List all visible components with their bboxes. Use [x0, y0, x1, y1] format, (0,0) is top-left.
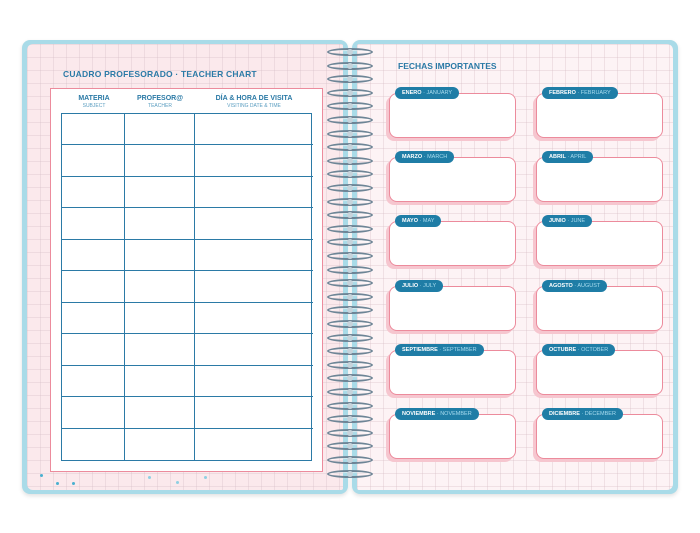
decorative-dot: [56, 482, 59, 485]
month-tag: [542, 87, 618, 99]
spiral-ring: [327, 456, 373, 464]
month-separator: ·: [421, 90, 427, 96]
table-cell[interactable]: [62, 208, 125, 239]
month-separator: ·: [575, 90, 581, 96]
table-cell[interactable]: [195, 240, 313, 271]
month-label-es: MARZO: [402, 154, 423, 160]
month-box-november[interactable]: [389, 411, 516, 459]
month-separator: ·: [565, 154, 571, 160]
spiral-ring: [327, 415, 373, 423]
month-label-es: DICIEMBRE: [549, 411, 580, 417]
table-cell[interactable]: [125, 429, 195, 460]
month-label-en: MAY: [422, 218, 435, 224]
spiral-ring: [327, 306, 373, 314]
decorative-dot: [204, 476, 207, 479]
column-header-main: PROFESOR@: [136, 95, 184, 102]
month-tag: [395, 344, 484, 356]
table-cell[interactable]: [195, 334, 313, 365]
spiral-ring: [327, 347, 373, 355]
month-box-july[interactable]: [389, 283, 516, 331]
month-separator: ·: [576, 347, 582, 353]
spiral-ring: [327, 75, 373, 83]
month-tag: [395, 215, 441, 227]
table-cell[interactable]: [62, 397, 125, 428]
table-cell[interactable]: [195, 145, 313, 176]
month-box-january[interactable]: [389, 90, 516, 138]
important-dates-title: FECHAS IMPORTANTES: [398, 61, 497, 71]
spiral-ring: [327, 170, 373, 178]
table-cell[interactable]: [125, 303, 195, 334]
month-label-en: OCTOBER: [581, 347, 609, 353]
month-box-september[interactable]: [389, 347, 516, 395]
spiral-ring: [327, 266, 373, 274]
column-header-subject: [66, 95, 122, 109]
month-label-es: SEPTIEMBRE: [402, 347, 438, 353]
month-label-en: SEPTEMBER: [442, 347, 477, 353]
table-cell[interactable]: [125, 366, 195, 397]
table-cell[interactable]: [125, 271, 195, 302]
table-cell[interactable]: [195, 208, 313, 239]
table-cell[interactable]: [195, 114, 313, 145]
spiral-ring: [327, 143, 373, 151]
table-cell[interactable]: [62, 240, 125, 271]
month-separator: ·: [579, 411, 585, 417]
table-cell[interactable]: [195, 271, 313, 302]
spiral-ring: [327, 293, 373, 301]
table-cell[interactable]: [195, 429, 313, 460]
column-header-sub: VISITING DATE & TIME: [227, 103, 281, 109]
month-separator: ·: [437, 347, 443, 353]
spiral-ring: [327, 211, 373, 219]
month-label-es: AGOSTO: [549, 283, 573, 289]
table-cell[interactable]: [195, 397, 313, 428]
month-box-august[interactable]: [536, 283, 663, 331]
month-label-en: JANUARY: [426, 90, 453, 96]
month-box-october[interactable]: [536, 347, 663, 395]
spiral-binding-icon: [327, 48, 373, 488]
table-cell[interactable]: [195, 366, 313, 397]
month-tag: [395, 280, 443, 292]
spiral-ring: [327, 89, 373, 97]
spiral-ring: [327, 388, 373, 396]
column-header-teacher: [127, 95, 193, 109]
decorative-dot: [40, 474, 43, 477]
table-cell[interactable]: [195, 303, 313, 334]
spiral-ring: [327, 102, 373, 110]
table-cell[interactable]: [125, 397, 195, 428]
column-header-sub: TEACHER: [148, 103, 172, 109]
spiral-ring: [327, 225, 373, 233]
month-separator: ·: [572, 283, 578, 289]
table-cell[interactable]: [125, 145, 195, 176]
month-label-en: APRIL: [570, 154, 587, 160]
month-label-es: ABRIL: [549, 154, 566, 160]
table-cell[interactable]: [62, 366, 125, 397]
month-box-may[interactable]: [389, 218, 516, 266]
table-cell[interactable]: [62, 145, 125, 176]
table-cell[interactable]: [62, 429, 125, 460]
month-tag: [395, 151, 454, 163]
month-separator: ·: [418, 218, 423, 224]
month-tag: [395, 408, 479, 420]
table-cell[interactable]: [125, 114, 195, 145]
spiral-ring: [327, 252, 373, 260]
table-cell[interactable]: [62, 271, 125, 302]
month-tag: [542, 344, 615, 356]
spiral-ring: [327, 198, 373, 206]
month-separator: ·: [565, 218, 571, 224]
column-header-sub: SUBJECT: [82, 103, 106, 109]
month-box-february[interactable]: [536, 90, 663, 138]
month-label-es: JUNIO: [549, 218, 566, 224]
month-separator: ·: [435, 411, 441, 417]
spiral-ring: [327, 130, 373, 138]
spiral-ring: [327, 402, 373, 410]
table-cell[interactable]: [125, 177, 195, 208]
month-tag: [542, 215, 592, 227]
month-label-en: DECEMBER: [584, 411, 616, 417]
spiral-ring: [327, 62, 373, 70]
spiral-ring: [327, 116, 373, 124]
spiral-ring: [327, 279, 373, 287]
month-box-june[interactable]: [536, 218, 663, 266]
spiral-ring: [327, 320, 373, 328]
month-tag: [542, 280, 607, 292]
table-cell[interactable]: [62, 114, 125, 145]
month-label-es: NOVIEMBRE: [402, 411, 436, 417]
month-tag: [542, 408, 623, 420]
teacher-chart-table: [61, 113, 312, 461]
month-label-en: AUGUST: [577, 283, 601, 289]
teacher-chart-title: CUADRO PROFESORADO · TEACHER CHART: [63, 69, 257, 79]
month-label-en: NOVEMBER: [440, 411, 472, 417]
spiral-ring: [327, 238, 373, 246]
column-header-visiting: [196, 95, 312, 109]
month-label-es: FEBRERO: [549, 90, 576, 96]
month-label-es: OCTUBRE: [549, 347, 577, 353]
spiral-ring: [327, 184, 373, 192]
month-box-march[interactable]: [389, 154, 516, 202]
decorative-dot: [72, 482, 75, 485]
spiral-ring: [327, 374, 373, 382]
month-tag: [542, 151, 593, 163]
month-label-es: JULIO: [402, 283, 419, 289]
column-header-main: DÍA & HORA DE VISITA: [215, 95, 293, 102]
table-cell[interactable]: [195, 177, 313, 208]
table-cell[interactable]: [125, 208, 195, 239]
table-cell[interactable]: [125, 240, 195, 271]
month-label-en: MARCH: [427, 154, 448, 160]
spiral-ring: [327, 442, 373, 450]
spiral-ring: [327, 361, 373, 369]
month-label-en: JULY: [423, 283, 437, 289]
spiral-ring: [327, 470, 373, 478]
decorative-dot: [176, 481, 179, 484]
spiral-ring: [327, 429, 373, 437]
table-cell[interactable]: [62, 177, 125, 208]
month-label-es: MAYO: [402, 218, 418, 224]
month-box-april[interactable]: [536, 154, 663, 202]
month-label-es: ENERO: [402, 90, 422, 96]
month-tag: [395, 87, 459, 99]
table-cell[interactable]: [62, 334, 125, 365]
spiral-ring: [327, 48, 373, 56]
month-label-en: FEBRUARY: [580, 90, 611, 96]
spiral-ring: [327, 157, 373, 165]
month-label-en: JUNE: [570, 218, 586, 224]
month-box-december[interactable]: [536, 411, 663, 459]
decorative-dot: [148, 476, 151, 479]
month-separator: ·: [418, 283, 424, 289]
table-cell[interactable]: [125, 334, 195, 365]
column-header-main: MATERIA: [78, 95, 110, 102]
table-cell[interactable]: [62, 303, 125, 334]
spiral-ring: [327, 334, 373, 342]
month-separator: ·: [422, 154, 428, 160]
